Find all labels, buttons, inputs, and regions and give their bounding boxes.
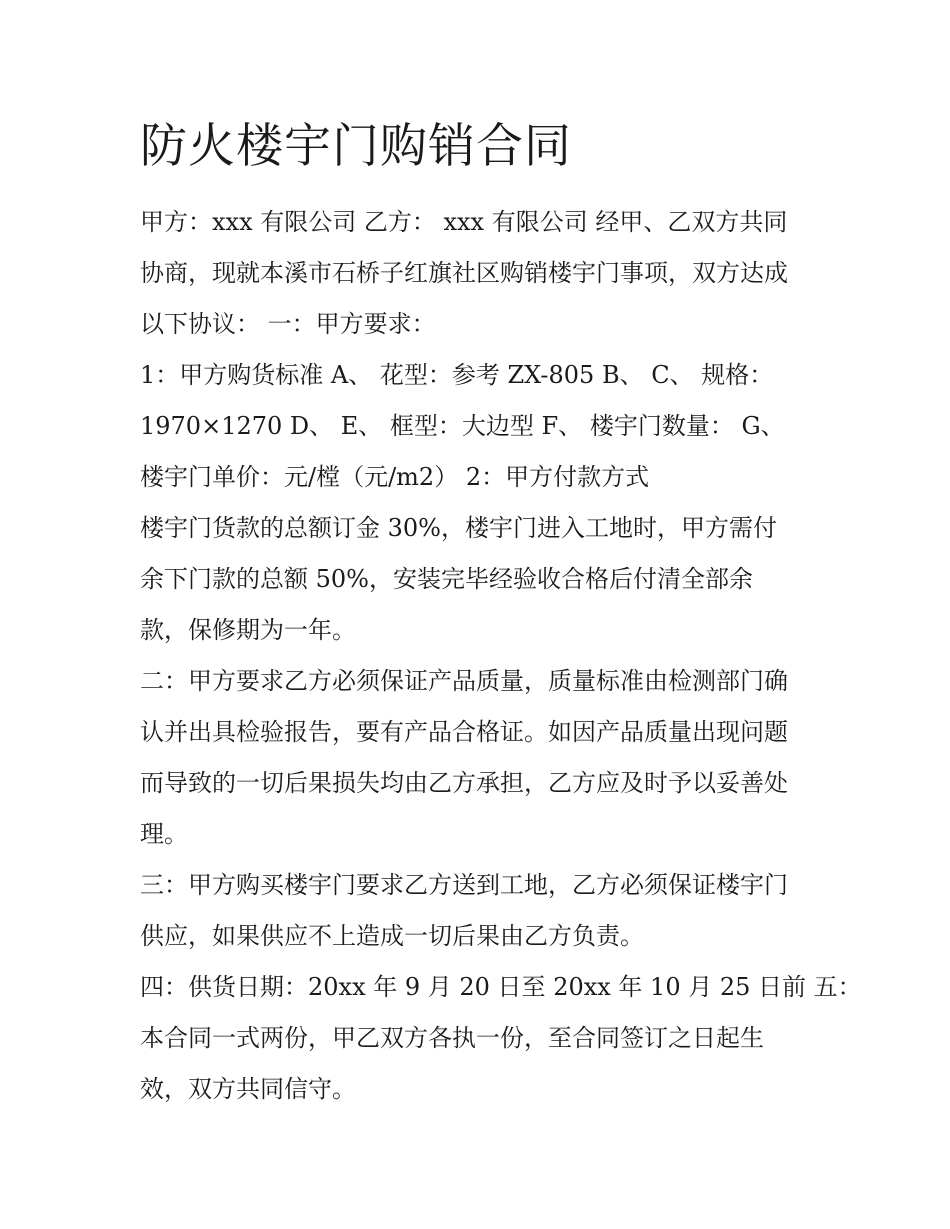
body-line: 以下协议： 一：甲方要求：: [140, 310, 436, 338]
body-line: 款，保修期为一年。: [140, 616, 356, 644]
body-line: 三：甲方购买楼宇门要求乙方送到工地，乙方必须保证楼宇门: [140, 871, 788, 899]
body-line: 效，双方共同信守。: [140, 1075, 356, 1103]
body-line: 本合同一式两份，甲乙双方各执一份，至合同签订之日起生: [140, 1024, 764, 1052]
body-line: 1：甲方购货标准 A、 花型：参考 ZX-805 B、 C、 规格：: [140, 361, 774, 389]
body-line: 协商，现就本溪市石桥子红旗社区购销楼宇门事项，双方达成: [140, 259, 788, 287]
body-line: 供应，如果供应不上造成一切后果由乙方负责。: [140, 922, 644, 950]
body-line: 楼宇门货款的总额订金 30%，楼宇门进入工地时，甲方需付: [140, 514, 777, 542]
body-line: 而导致的一切后果损失均由乙方承担，乙方应及时予以妥善处: [140, 769, 788, 797]
document-title: 防火楼宇门购销合同: [140, 119, 572, 174]
body-line: 二：甲方要求乙方必须保证产品质量，质量标准由检测部门确: [140, 667, 788, 695]
body-line: 楼宇门单价：元/樘（元/m2） 2：甲方付款方式: [140, 463, 650, 491]
body-line: 1970×1270 D、 E、 框型：大边型 F、 楼宇门数量： G、: [140, 412, 785, 440]
body-line: 甲方：xxx 有限公司 乙方： xxx 有限公司 经甲、乙双方共同: [140, 208, 788, 236]
body-line: 认并出具检验报告，要有产品合格证。如因产品质量出现问题: [140, 718, 788, 746]
body-line: 余下门款的总额 50%，安装完毕经验收合格后付清全部余: [140, 565, 753, 593]
body-line: 四：供货日期：20xx 年 9 月 20 日至 20xx 年 10 月 25 日前 五：: [140, 973, 862, 1001]
body-line: 理。: [140, 820, 188, 848]
